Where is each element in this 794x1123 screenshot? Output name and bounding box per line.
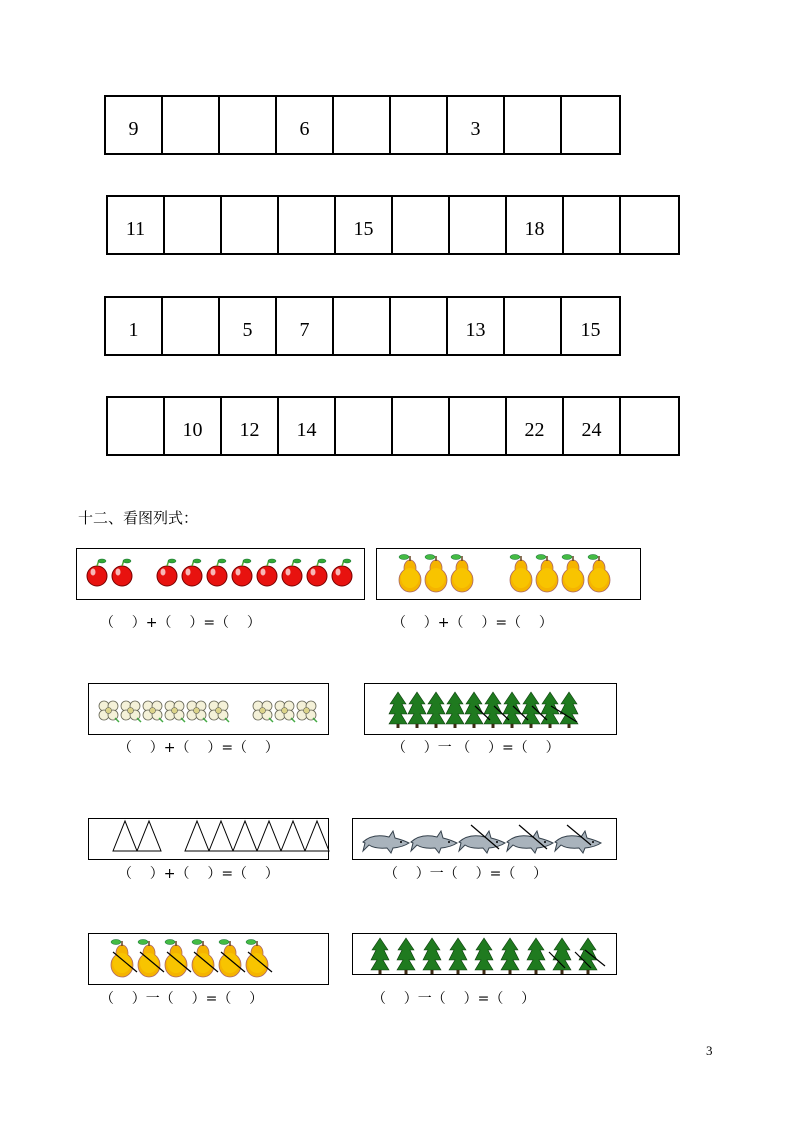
sequence-cell[interactable] (393, 398, 450, 454)
sequence-cell[interactable]: 3 (448, 97, 505, 153)
sequence-cell[interactable]: 12 (222, 398, 279, 454)
sequence-cell[interactable]: 24 (564, 398, 621, 454)
sequence-cell[interactable] (564, 197, 621, 253)
sequence-cell[interactable]: 15 (580, 319, 601, 341)
sequence-cell[interactable] (222, 197, 279, 253)
sequence-cell[interactable]: 11 (108, 197, 165, 253)
equation-2[interactable]: （ ）+（ ）=（ ） (392, 615, 553, 631)
sequence-cell[interactable]: 10 (165, 398, 222, 454)
sequence-cell[interactable] (391, 97, 448, 153)
sequence-cell[interactable] (505, 97, 562, 153)
tree-icon (353, 934, 618, 976)
flower-icon (89, 684, 330, 736)
number-sequence-1 (104, 95, 621, 155)
sequence-cell[interactable] (393, 197, 450, 253)
equation-6[interactable]: （ ）一（ ）=（ ） (384, 866, 548, 882)
sequence-cell[interactable]: 15 (336, 197, 393, 253)
picture-box-trees-1 (364, 683, 617, 735)
sequence-cell[interactable]: 7 (277, 298, 334, 354)
sequence-cell[interactable] (220, 97, 277, 153)
sequence-cell[interactable]: 13 (448, 298, 505, 354)
sequence-cell[interactable] (621, 398, 678, 454)
picture-box-apples (76, 548, 365, 600)
sequence-cell[interactable] (334, 97, 391, 153)
sequence-cell[interactable]: 9 (106, 97, 163, 153)
sequence-cell[interactable]: 14 (279, 398, 336, 454)
triangle-icon (89, 819, 330, 861)
sequence-cell[interactable] (450, 398, 507, 454)
equation-5[interactable]: （ ）+（ ）=（ ） (118, 866, 279, 882)
sequence-cell[interactable] (621, 197, 678, 253)
sequence-cell[interactable]: 18 (507, 197, 564, 253)
sequence-cell[interactable]: 5 (220, 298, 277, 354)
pear-icon (89, 934, 330, 986)
sequence-cell[interactable] (334, 298, 391, 354)
sequence-cell[interactable] (562, 97, 619, 153)
picture-box-triangles (88, 818, 329, 860)
number-sequence-4 (106, 396, 680, 456)
picture-box-pears-2 (88, 933, 329, 985)
number-sequence-3 (104, 296, 621, 356)
picture-box-trees-2 (352, 933, 617, 975)
sequence-cell[interactable] (108, 398, 165, 454)
picture-box-flowers (88, 683, 329, 735)
equation-4[interactable]: （ ）一 （ ）=（ ） (392, 740, 560, 756)
sequence-cell[interactable] (505, 298, 562, 354)
sequence-cell[interactable] (279, 197, 336, 253)
picture-box-pears (376, 548, 641, 600)
equation-8[interactable]: （ ）一（ ）=（ ） (372, 991, 536, 1007)
number-sequence-2 (106, 195, 680, 255)
section-heading: 十二、看图列式： (78, 509, 199, 527)
tree-icon (365, 684, 618, 736)
sequence-cell[interactable] (336, 398, 393, 454)
sequence-cell[interactable] (163, 97, 220, 153)
sequence-cell[interactable]: 6 (277, 97, 334, 153)
equation-1[interactable]: （ ）+（ ）=（ ） (100, 615, 261, 631)
sequence-cell[interactable] (391, 298, 448, 354)
equation-7[interactable]: （ ）一（ ）=（ ） (100, 991, 264, 1007)
shark-icon (353, 819, 618, 861)
equation-3[interactable]: （ ）+（ ）=（ ） (118, 740, 279, 756)
apple-icon (77, 549, 366, 601)
page-number: 3 (706, 1043, 713, 1058)
sequence-cell[interactable] (165, 197, 222, 253)
sequence-cell[interactable]: 22 (507, 398, 564, 454)
pear-icon (377, 549, 642, 601)
sequence-cell[interactable] (450, 197, 507, 253)
sequence-cell[interactable] (163, 298, 220, 354)
sequence-cell[interactable]: 1 (106, 298, 163, 354)
picture-box-sharks (352, 818, 617, 860)
